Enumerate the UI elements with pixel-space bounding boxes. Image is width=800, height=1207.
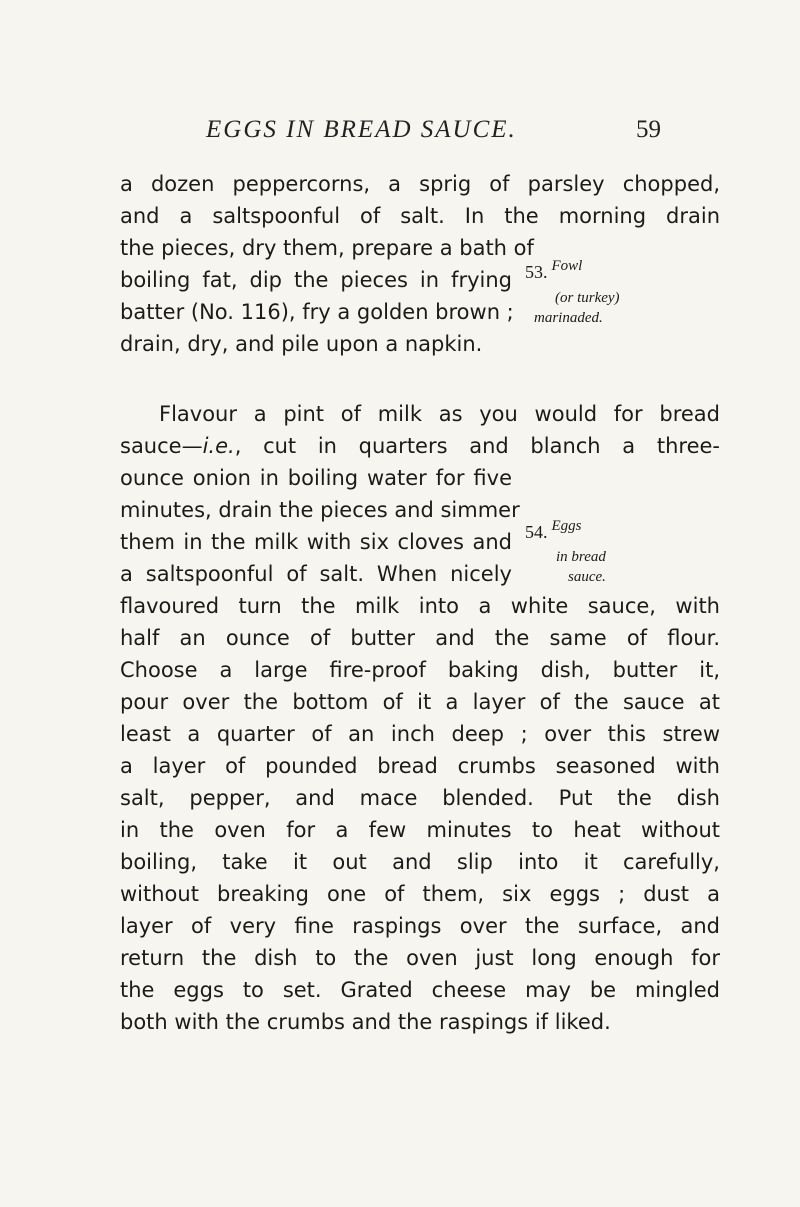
text-line: batter (No. 116), fry a golden brown ; (120, 300, 514, 324)
text-line: ounce onion in boiling water for five (120, 466, 512, 490)
text-line: pour over the bottom of it a layer of the sauce at (120, 690, 720, 714)
margin-note-text: Fowl (551, 258, 583, 274)
text-line: both with the crumbs and the raspings if liked. (120, 1010, 611, 1034)
margin-note-number: 54. (525, 522, 548, 542)
text-line: layer of very fine raspings over the surface, and (120, 914, 720, 938)
text-line: Flavour a pint of milk as you would for bread (159, 402, 720, 426)
text-line: half an ounce of butter and the same of flour. (120, 626, 720, 650)
running-head: EGGS IN BREAD SAUCE. (206, 116, 517, 143)
text-line: Choose a large fire-proof baking dish, butter it, (120, 658, 720, 682)
text-fragment: , cut in quarters and blanch a three- (234, 434, 720, 458)
margin-note-text: Eggs (551, 518, 582, 534)
text-line (120, 432, 720, 460)
text-line: flavoured turn the milk into a white sauce, with (120, 594, 720, 618)
text-line: in the oven for a few minutes to heat without (120, 818, 720, 842)
text-line: boiling fat, dip the pieces in frying (120, 268, 512, 292)
text-line: minutes, drain the pieces and simmer (120, 498, 520, 522)
margin-note-text: (or turkey) (555, 290, 620, 306)
text-fragment-italic: i.e. (202, 434, 235, 458)
margin-note-text: in bread (556, 549, 606, 565)
margin-note-number: 53. (525, 262, 548, 282)
text-line: a saltspoonful of salt. When nicely (120, 562, 512, 586)
text-fragment: sauce— (120, 434, 203, 458)
text-line: and a saltspoonful of salt. In the morning drain (120, 204, 720, 228)
text-line: return the dish to the oven just long enough for (120, 946, 720, 970)
margin-note-text: marinaded. (534, 310, 603, 326)
page-number: 59 (636, 116, 661, 143)
text-line: without breaking one of them, six eggs ; dust a (120, 882, 720, 906)
text-line: the eggs to set. Grated cheese may be mingled (120, 978, 720, 1002)
margin-note-text: sauce. (568, 569, 606, 585)
text-line: them in the milk with six cloves and (120, 530, 512, 554)
text-line: drain, dry, and pile upon a napkin. (120, 332, 483, 356)
text-line: a dozen peppercorns, a sprig of parsley chopped, (120, 172, 720, 196)
text-line: salt, pepper, and mace blended. Put the dish (120, 786, 720, 810)
margin-note-53 (525, 258, 583, 283)
text-line: least a quarter of an inch deep ; over this strew (120, 722, 720, 746)
text-line: boiling, take it out and slip into it carefully, (120, 850, 720, 874)
margin-note-54 (525, 518, 582, 543)
text-line: a layer of pounded bread crumbs seasoned with (120, 754, 720, 778)
text-line: the pieces, dry them, prepare a bath of (120, 236, 534, 260)
